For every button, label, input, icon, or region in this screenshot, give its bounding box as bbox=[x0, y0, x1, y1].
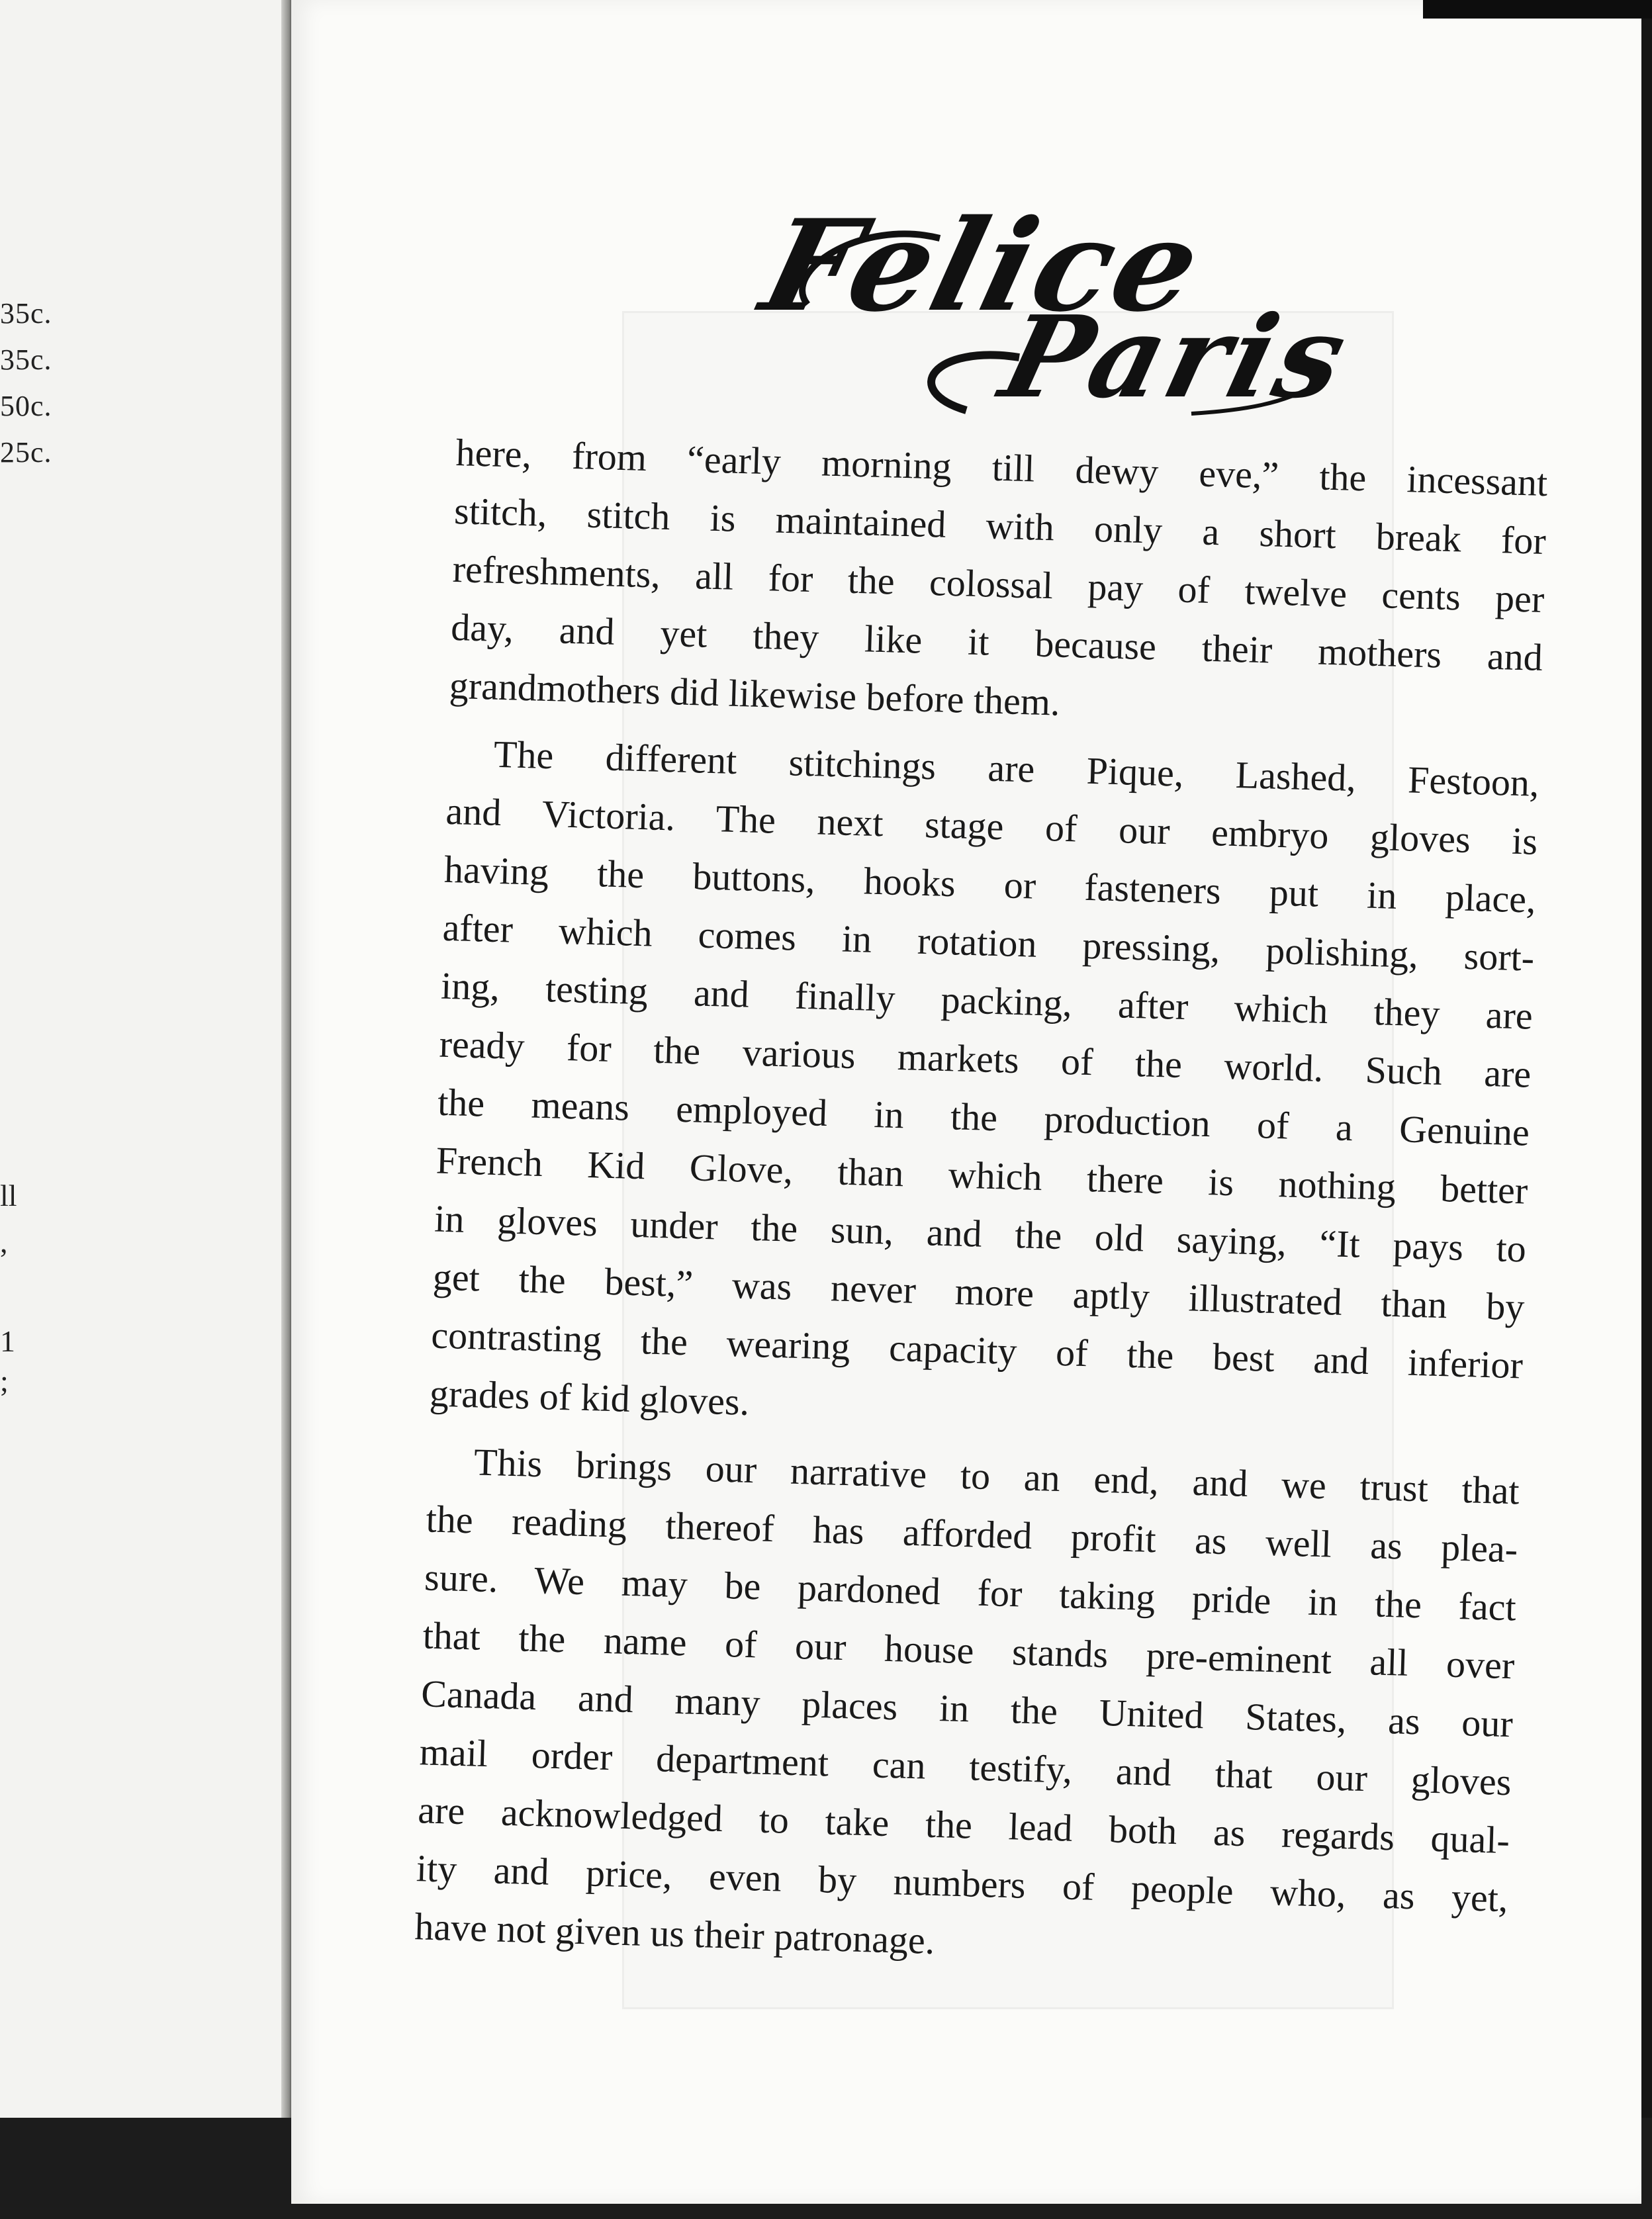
text-line: mail order department can testify, and that our gloves bbox=[419, 1730, 1512, 1804]
text-line: Canada and many places in the United States, as our bbox=[420, 1672, 1514, 1746]
body-text bbox=[414, 424, 1548, 1986]
edge-fragment: ll bbox=[0, 1179, 17, 1212]
text-line: day, and yet they like it because their mothers and bbox=[450, 605, 1543, 679]
text-line: that the name of our house stands pre-eminent all over bbox=[422, 1613, 1516, 1688]
top-edge-shadow bbox=[1423, 0, 1652, 19]
price-line: 25c. bbox=[0, 436, 52, 469]
logo-word-felice: Felice bbox=[749, 192, 1217, 340]
logo-word-paris: Paris bbox=[989, 291, 1363, 424]
price-line: 35c. bbox=[0, 343, 52, 376]
text-line: and Victoria. The next stage of our embryo gloves is bbox=[445, 789, 1538, 863]
text-line: sure. We may be pardoned for taking pride in the fact bbox=[424, 1555, 1517, 1629]
text-line: This brings our narrative to an end, and we trust that bbox=[473, 1440, 1520, 1513]
edge-fragment: ; bbox=[0, 1364, 9, 1398]
text-line: the means employed in the production of a Genuine bbox=[437, 1080, 1530, 1154]
text-line: refreshments, all for the colossal pay of twelve cents per bbox=[451, 547, 1545, 621]
felice-paris-logo bbox=[749, 192, 1363, 443]
text-line: here, from “early morning till dewy eve,” the incessant bbox=[455, 430, 1549, 505]
text-line: ing, testing and finally packing, after which they are bbox=[440, 964, 1534, 1038]
text-line: after which comes in rotation pressing, polishing, sort- bbox=[441, 905, 1536, 979]
text-line: contrasting the wearing capacity of the best and inferior bbox=[430, 1313, 1524, 1387]
text-line: having the buttons, hooks or fasteners put in place, bbox=[443, 847, 1537, 921]
price-line: 35c. bbox=[0, 297, 52, 330]
text-line: ity and price, even by numbers of people who, as yet, bbox=[416, 1846, 1509, 1921]
paragraph bbox=[414, 1431, 1520, 1986]
price-line: 50c. bbox=[0, 390, 52, 422]
text-line: get the best,” was never more aptly illustrated than by bbox=[432, 1255, 1526, 1329]
text-line: ready for the various markets of the world. Such are bbox=[438, 1022, 1532, 1096]
text-line: grades of kid gloves. bbox=[429, 1371, 751, 1424]
text-line: The different stitchings are Pique, Lashed, Festoon, bbox=[493, 732, 1540, 805]
text-line: stitch, stitch is maintained with only a short break for bbox=[453, 488, 1547, 563]
paragraph bbox=[449, 424, 1549, 745]
text-line: have not given us their patronage. bbox=[414, 1905, 936, 1963]
text-line: grandmothers did likewise before them. bbox=[449, 663, 1061, 724]
text-line: the reading thereof has afforded profit as well as plea- bbox=[425, 1497, 1519, 1571]
paragraph bbox=[429, 724, 1540, 1453]
text-line: in gloves under the sun, and the old saying, “It pays to bbox=[434, 1197, 1527, 1271]
edge-fragment: , bbox=[0, 1225, 8, 1259]
left-page bbox=[0, 0, 290, 2177]
text-line: French Kid Glove, than which there is nothing better bbox=[436, 1138, 1529, 1212]
edge-fragment: 1 bbox=[0, 1324, 15, 1358]
text-line: are acknowledged to take the lead both as regards qual- bbox=[417, 1788, 1510, 1862]
